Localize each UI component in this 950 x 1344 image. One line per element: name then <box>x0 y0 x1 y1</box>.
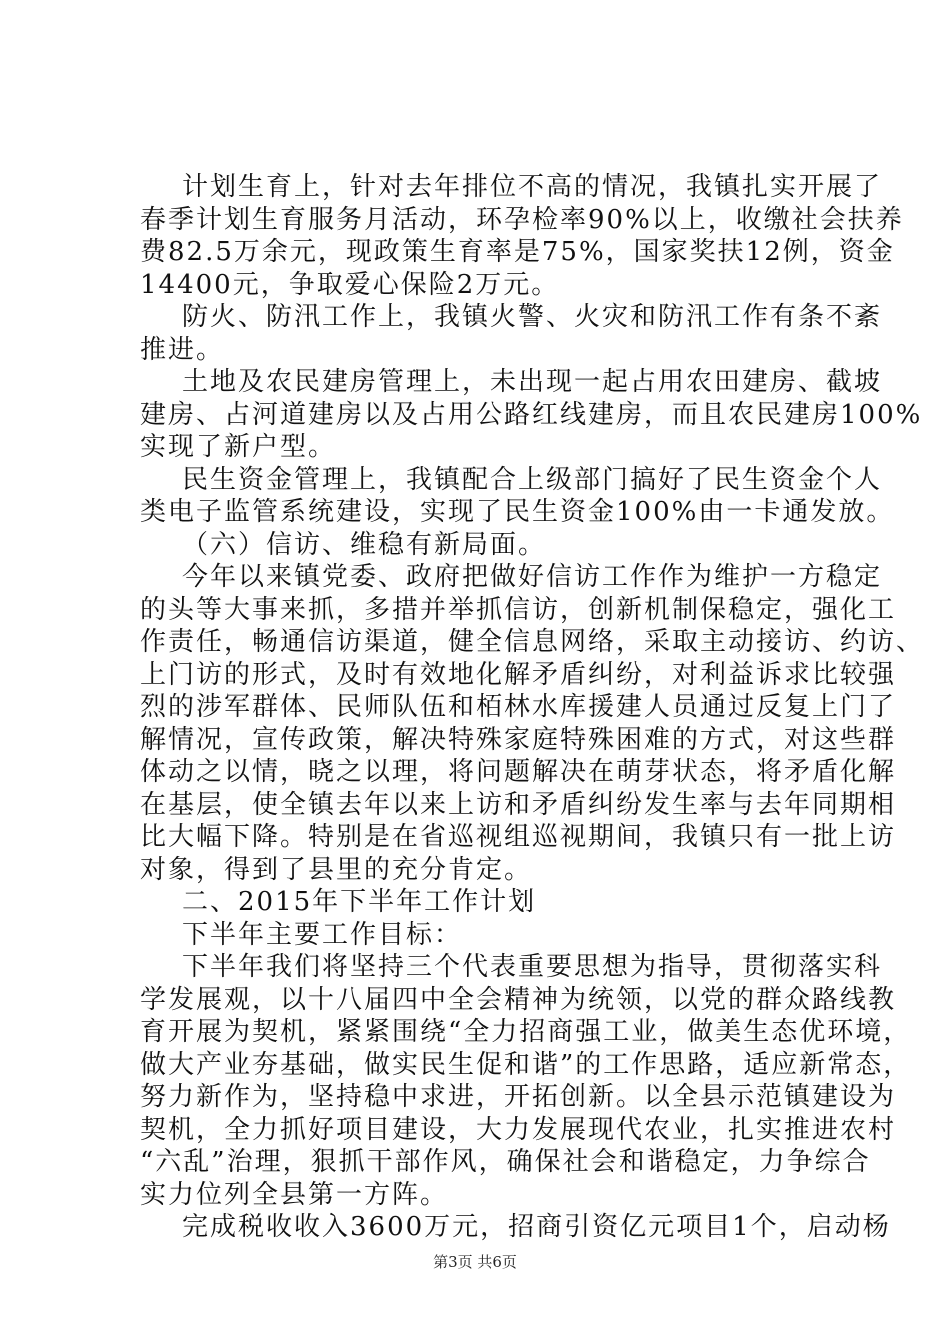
text-line: 今年以来镇党委、政府把做好信访工作作为维护一方稳定 <box>182 562 883 592</box>
text-line: 上门访的形式，及时有效地化解矛盾纠纷，对利益诉求比较强 <box>140 659 897 690</box>
text-line: 的头等大事来抓，多措并举抓信访，创新机制保稳定，强化工 <box>140 594 897 625</box>
text-line: 推进。 <box>140 334 225 365</box>
text-line: 契机，全力抓好项目建设，大力发展现代农业，扎实推进农村 <box>140 1114 897 1145</box>
text-line: 类电子监管系统建设，实现了民生资金100%由一卡通发放。 <box>140 497 895 527</box>
text-line: 春季计划生育服务月活动，环孕检率90%以上，收缴社会扶养 <box>140 204 904 235</box>
text-line: 实现了新户型。 <box>140 432 337 462</box>
text-line: 做大产业夯基础，做实民生促和谐”的工作思路，适应新常态， <box>140 1049 912 1080</box>
text-line: 实力位列全县第一方阵。 <box>140 1179 449 1210</box>
text-line: 防火、防汛工作上，我镇火警、火灾和防汛工作有条不紊 <box>182 302 883 332</box>
text-line: 民生资金管理上，我镇配合上级部门搞好了民生资金个人 <box>182 464 883 495</box>
text-line: 费82.5万余元，现政策生育率是75%，国家奖扶12例，资金 <box>140 237 895 267</box>
text-line: 14400元，争取爱心保险2万元。 <box>140 269 560 300</box>
text-line: 建房、占河道建房以及占用公路红线建房，而且农民建房100% <box>140 399 923 430</box>
text-line: 育开展为契机，紧紧围绕“全力招商强工业，做美生态优环境， <box>140 1017 912 1047</box>
text-line: “六乱”治理，狠抓干部作风，确保社会和谐稳定，力争综合 <box>140 1147 871 1177</box>
text-line: 下半年我们将坚持三个代表重要思想为指导，贯彻落实科 <box>182 952 883 982</box>
text-line: 体动之以情，晓之以理，将问题解决在萌芽状态，将矛盾化解 <box>140 757 897 787</box>
text-line: 对象，得到了县里的充分肯定。 <box>140 854 533 885</box>
text-line: 努力新作为，坚持稳中求进，开拓创新。以全县示范镇建设为 <box>140 1082 897 1112</box>
text-line: 作责任，畅通信访渠道，健全信息网络，采取主动接访、约访、 <box>140 627 925 657</box>
section-heading: （六）信访、维稳有新局面。 <box>182 529 547 560</box>
text-line: 完成税收收入3600万元，招商引资亿元项目1个，启动杨 <box>182 1212 891 1242</box>
text-line: 在基层，使全镇去年以来上访和矛盾纠纷发生率与去年同期相 <box>140 789 897 820</box>
text-line: 烈的涉军群体、民师队伍和栢林水库援建人员通过反复上门了 <box>140 692 897 722</box>
text-line: 学发展观，以十八届四中全会精神为统领，以党的群众路线教 <box>140 984 897 1015</box>
subsection-heading: 下半年主要工作目标： <box>182 919 463 950</box>
text-line: 解情况，宣传政策，解决特殊家庭特殊困难的方式，对这些群 <box>140 724 897 755</box>
section-heading: 二、2015年下半年工作计划 <box>182 887 537 917</box>
text-line: 计划生育上，针对去年排位不高的情况，我镇扎实开展了 <box>182 172 883 202</box>
text-line: 比大幅下降。特别是在省巡视组巡视期间，我镇只有一批上访 <box>140 822 897 852</box>
page-number-footer: 第3页 共6页 <box>433 1253 517 1271</box>
text-line: 土地及农民建房管理上，未出现一起占用农田建房、截坡 <box>182 367 883 397</box>
